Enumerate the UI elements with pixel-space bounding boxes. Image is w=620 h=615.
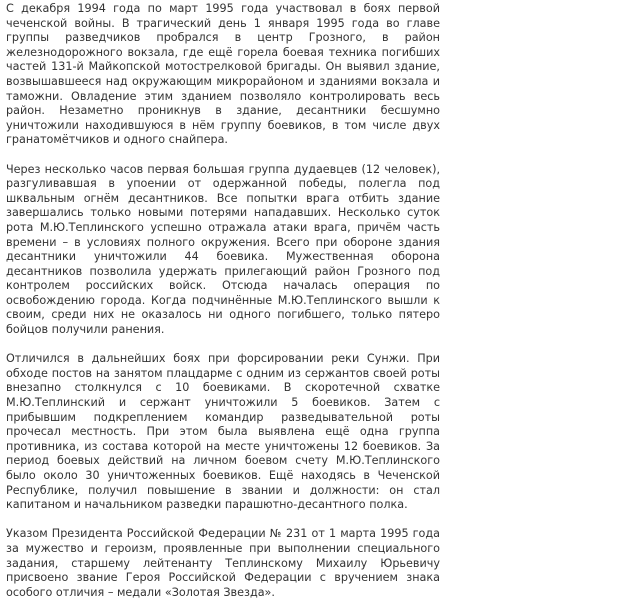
paragraph-4: Указом Президента Российской Федерации № 231 от 1 марта 1995 года за мужество и героизм, проявленные при выполнении специального задания, старшему лейтенанту Теплинскому Михаилу Юрьевичу присвоено звание Героя Российской Федерации с вручением знака особого отличия – медали «Золотая Звезда».: [6, 527, 440, 599]
paragraph-3: Отличился в дальнейших боях при форсировании реки Сунжи. При обходе постов на занятом плацдарме с одним из сержантов своей роты внезапно столкнулся с 10 боевиками. В скоротечной схватке М.Ю.Теплинский и сержант уничтожили 5 боевиков. Затем с прибывшим подкреплением командир разведывательной роты прочесал местность. При этом была выявлена ещё одна группа противника, из состава которой на месте уничтожены 12 боевиков. За период боевых действий на личном боевом счету М.Ю.Теплинского было около 30 уничтоженных боевиков. Ещё находясь в Чеченской Республике, получил повышение в звании и должности: он стал капитаном и начальником разведки парашютно-десантного полка.: [6, 352, 440, 512]
paragraph-1: С декабря 1994 года по март 1995 года участвовал в боях первой чеченской войны. В трагический день 1 января 1995 года во главе группы разведчиков пробрался в центр Грозного, в район железнодорожного вокзала, где ещё горела боевая техника погибших частей 131-й Майкопской мотострелковой бригады. Он выявил здание, возвышавшееся над окружающим микрорайоном и зданиями вокзала и таможни. Овладение этим зданием позволяло контролировать весь район. Незаметно проникнув в здание, десантники бесшумно уничтожили находившуюся в нём группу боевиков, в том числе двух гранатомётчиков и одного снайпера.: [6, 2, 440, 147]
article-text: [6, 2, 440, 615]
paragraph-2: Через несколько часов первая большая группа дудаевцев (12 человек), разгуливавшая в упоении от одержанной победы, полегла под шквальным огнём десантников. Все попытки врага отбить здание завершались только новыми потерями нападавших. Несколько суток рота М.Ю.Теплинского успешно отражала атаки врага, причём часть времени – в условиях полного окружения. Всего при обороне здания десантники уничтожили 44 боевика. Мужественная оборона десантников позволила удержать прилегающий район Грозного под контролем российских войск. Отсюда началась операция по освобождению города. Когда подчинённые М.Ю.Теплинского вышли к своим, среди них не оказалось ни одного погибшего, только пятеро бойцов получили ранения.: [6, 162, 440, 337]
